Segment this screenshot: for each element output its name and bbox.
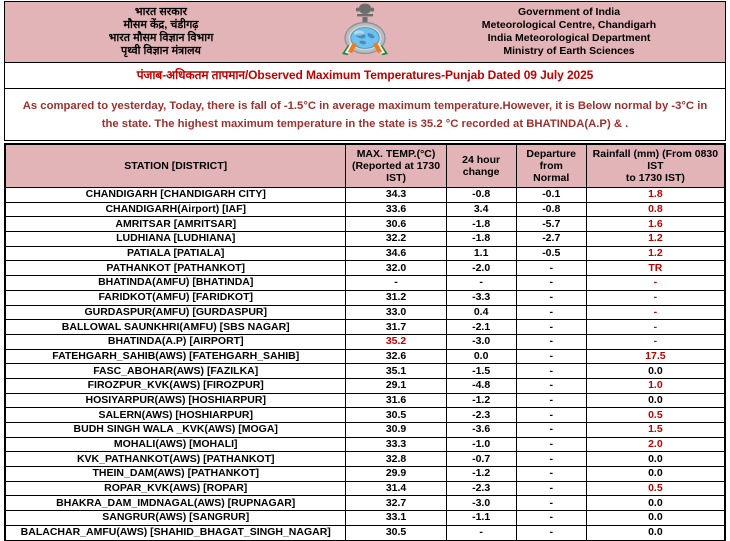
column-header-max-temp-line1: MAX. TEMP.(°C) — [356, 148, 436, 160]
masthead-english-line-2: Meteorological Centre, Chandigarh — [481, 19, 657, 31]
table-row — [6, 246, 725, 261]
cell-24h-change: -4.8 — [446, 378, 516, 393]
cell-station: BHAKRA_DAM_IMDNAGAL(AWS) [RUPNAGAR] — [6, 496, 346, 511]
cell-rainfall: 1.2 — [586, 246, 724, 261]
cell-departure: - — [516, 393, 586, 408]
cell-rainfall: 0.0 — [586, 496, 724, 511]
table-row — [6, 261, 725, 276]
cell-station: MOHALI(AWS) [MOHALI] — [6, 437, 346, 452]
cell-rainfall: - — [586, 276, 724, 291]
cell-station: HOSIYARPUR(AWS) [HOSHIARPUR] — [6, 393, 346, 408]
cell-max-temp: 34.3 — [346, 188, 446, 203]
observations-table-wrapper — [4, 143, 726, 541]
column-header-rainfall-line1: Rainfall (mm) (From 0830 IST — [592, 148, 719, 172]
cell-max-temp: 31.4 — [346, 481, 446, 496]
cell-rainfall: 1.6 — [586, 217, 724, 232]
cell-24h-change: -3.0 — [446, 334, 516, 349]
cell-24h-change: -2.3 — [446, 481, 516, 496]
cell-24h-change: -0.8 — [446, 188, 516, 203]
masthead — [4, 1, 726, 63]
masthead-hindi-line-4: पृथ्वी विज्ञान मंत्रालय — [121, 45, 201, 57]
table-row — [6, 525, 725, 540]
cell-station: THEIN_DAM(AWS) [PATHANKOT] — [6, 467, 346, 482]
masthead-hindi-line-2: मौसम केंद्र, चंडीगढ़ — [123, 19, 199, 31]
cell-departure: - — [516, 261, 586, 276]
cell-station: FARIDKOT(AMFU) [FARIDKOT] — [6, 290, 346, 305]
cell-24h-change: -1.0 — [446, 437, 516, 452]
cell-departure: - — [516, 467, 586, 482]
cell-rainfall: 0.0 — [586, 467, 724, 482]
table-row — [6, 393, 725, 408]
cell-rainfall: 0.8 — [586, 202, 724, 217]
column-header-departure-line2: Normal — [533, 172, 570, 184]
cell-24h-change: 0.0 — [446, 349, 516, 364]
table-row — [6, 408, 725, 423]
cell-max-temp: 32.8 — [346, 452, 446, 467]
cell-station: AMRITSAR [AMRITSAR] — [6, 217, 346, 232]
cell-24h-change: -2.0 — [446, 261, 516, 276]
cell-rainfall: 1.8 — [586, 188, 724, 203]
cell-station: CHANDIGARH [CHANDIGARH CITY] — [6, 188, 346, 203]
cell-max-temp: 32.6 — [346, 349, 446, 364]
table-row — [6, 232, 725, 247]
table-row — [6, 334, 725, 349]
cell-departure: -5.7 — [516, 217, 586, 232]
table-row — [6, 276, 725, 291]
cell-rainfall: - — [586, 290, 724, 305]
masthead-english-line-3: India Meteorological Department — [487, 32, 651, 44]
cell-max-temp: 32.7 — [346, 496, 446, 511]
cell-24h-change: -1.8 — [446, 217, 516, 232]
cell-24h-change: 0.4 — [446, 305, 516, 320]
cell-departure: - — [516, 423, 586, 438]
masthead-hindi-line-1: भारत सरकार — [134, 6, 188, 18]
cell-max-temp: 32.0 — [346, 261, 446, 276]
cell-departure: -2.7 — [516, 232, 586, 247]
cell-station: CHANDIGARH(Airport) [IAF] — [6, 202, 346, 217]
cell-station: BALACHAR_AMFU(AWS) [SHAHID_BHAGAT_SINGH_NAGAR] — [6, 525, 346, 540]
cell-departure: - — [516, 276, 586, 291]
table-row — [6, 496, 725, 511]
cell-station: LUDHIANA [LUDHIANA] — [6, 232, 346, 247]
cell-24h-change: -3.0 — [446, 496, 516, 511]
table-row — [6, 437, 725, 452]
cell-max-temp: 33.3 — [346, 437, 446, 452]
cell-station: FATEHGARH_SAHIB(AWS) [FATEHGARH_SAHIB] — [6, 349, 346, 364]
cell-station: BHATINDA(A.P) [AIRPORT] — [6, 334, 346, 349]
cell-max-temp: 33.1 — [346, 511, 446, 526]
cell-departure: - — [516, 481, 586, 496]
cell-max-temp: 29.9 — [346, 467, 446, 482]
cell-rainfall: - — [586, 305, 724, 320]
cell-max-temp: 33.0 — [346, 305, 446, 320]
table-row — [6, 423, 725, 438]
masthead-hindi-block — [5, 6, 317, 58]
masthead-hindi-line-3: भारत मौसम विज्ञान विभाग — [108, 32, 214, 44]
cell-departure: - — [516, 525, 586, 540]
table-row — [6, 320, 725, 335]
cell-station: FASC_ABOHAR(AWS) [FAZILKA] — [6, 364, 346, 379]
table-header-row — [6, 145, 725, 188]
cell-departure: - — [516, 305, 586, 320]
cell-24h-change: -1.1 — [446, 511, 516, 526]
cell-max-temp: 29.1 — [346, 378, 446, 393]
cell-departure: - — [516, 408, 586, 423]
cell-max-temp: 30.5 — [346, 408, 446, 423]
cell-station: SANGRUR(AWS) [SANGRUR] — [6, 511, 346, 526]
column-header-departure-line1: Departure from — [526, 148, 577, 172]
cell-max-temp: 31.2 — [346, 290, 446, 305]
summary-text: As compared to yesterday, Today, there is fall of -1.5°C in average maximum temperature.However, it is Below normal by -3°C in the state. The highest maximum temperature in the state is 35.2 °C recorded at BHATINDA(A.P) & . — [22, 100, 708, 130]
cell-max-temp: 30.5 — [346, 525, 446, 540]
cell-max-temp: 30.9 — [346, 423, 446, 438]
summary-panel — [4, 89, 726, 141]
cell-max-temp: 32.2 — [346, 232, 446, 247]
column-header-max-temp-line2: (Reported at 1730 IST) — [351, 160, 441, 184]
cell-24h-change: -2.3 — [446, 408, 516, 423]
cell-rainfall: - — [586, 334, 724, 349]
cell-rainfall: TR — [586, 261, 724, 276]
table-header — [6, 145, 725, 188]
cell-departure: -0.5 — [516, 246, 586, 261]
cell-rainfall: 17.5 — [586, 349, 724, 364]
observed-max-temperature-report — [0, 1, 730, 539]
table-row — [6, 290, 725, 305]
cell-rainfall: 0.0 — [586, 393, 724, 408]
column-header-24h-change: 24 hour change — [446, 145, 516, 188]
table-row — [6, 364, 725, 379]
table-row — [6, 378, 725, 393]
cell-max-temp: 35.1 — [346, 364, 446, 379]
table-row — [6, 217, 725, 232]
cell-station: SALERN(AWS) [HOSHIARPUR] — [6, 408, 346, 423]
cell-rainfall: 0.0 — [586, 511, 724, 526]
cell-station: ROPAR_KVK(AWS) [ROPAR] — [6, 481, 346, 496]
cell-rainfall: 0.0 — [586, 525, 724, 540]
cell-max-temp: 35.2 — [346, 334, 446, 349]
cell-station: GURDASPUR(AMFU) [GURDASPUR] — [6, 305, 346, 320]
cell-max-temp: 31.7 — [346, 320, 446, 335]
cell-departure: - — [516, 437, 586, 452]
cell-24h-change: -3.6 — [446, 423, 516, 438]
cell-station: BALLOWAL SAUNKHRI(AMFU) [SBS NAGAR] — [6, 320, 346, 335]
cell-departure: - — [516, 290, 586, 305]
cell-max-temp: 31.6 — [346, 393, 446, 408]
cell-station: BUDH SINGH WALA _KVK(AWS) [MOGA] — [6, 423, 346, 438]
cell-departure: - — [516, 334, 586, 349]
table-body — [6, 188, 725, 541]
cell-departure: - — [516, 378, 586, 393]
cell-24h-change: - — [446, 276, 516, 291]
report-title-bar — [4, 63, 726, 89]
masthead-english-line-4: Ministry of Earth Sciences — [503, 45, 635, 57]
page-title: पंजाब-अधिकतम तापमान/Observed Maximum Temperatures-Punjab Dated 09 July 2025 — [136, 68, 594, 82]
cell-rainfall: 0.5 — [586, 408, 724, 423]
cell-max-temp: 33.6 — [346, 202, 446, 217]
masthead-english-block — [413, 6, 725, 58]
cell-station: PATHANKOT [PATHANKOT] — [6, 261, 346, 276]
column-header-station: STATION [DISTRICT] — [6, 145, 346, 188]
cell-24h-change: -1.5 — [446, 364, 516, 379]
cell-rainfall: 1.0 — [586, 378, 724, 393]
table-row — [6, 188, 725, 203]
cell-24h-change: -3.3 — [446, 290, 516, 305]
cell-station: PATIALA [PATIALA] — [6, 246, 346, 261]
cell-rainfall: 1.5 — [586, 423, 724, 438]
column-header-max-temp — [346, 145, 446, 188]
cell-24h-change: -1.8 — [446, 232, 516, 247]
table-row — [6, 481, 725, 496]
cell-rainfall: 2.0 — [586, 437, 724, 452]
cell-24h-change: - — [446, 525, 516, 540]
cell-departure: - — [516, 511, 586, 526]
cell-departure: -0.8 — [516, 202, 586, 217]
cell-24h-change: 1.1 — [446, 246, 516, 261]
cell-rainfall: - — [586, 320, 724, 335]
table-row — [6, 467, 725, 482]
table-row — [6, 452, 725, 467]
masthead-english-line-1: Government of India — [517, 6, 621, 18]
table-row — [6, 305, 725, 320]
column-header-rainfall-line2: to 1730 IST) — [625, 172, 685, 184]
cell-24h-change: -1.2 — [446, 467, 516, 482]
column-header-departure — [516, 145, 586, 188]
table-row — [6, 202, 725, 217]
cell-rainfall: 0.0 — [586, 452, 724, 467]
cell-max-temp: - — [346, 276, 446, 291]
cell-station: KVK_PATHANKOT(AWS) [PATHANKOT] — [6, 452, 346, 467]
cell-24h-change: 3.4 — [446, 202, 516, 217]
cell-departure: - — [516, 349, 586, 364]
imd-emblem-icon — [335, 3, 395, 61]
cell-max-temp: 34.6 — [346, 246, 446, 261]
cell-departure: - — [516, 364, 586, 379]
column-header-rainfall — [586, 145, 724, 188]
cell-departure: -0.1 — [516, 188, 586, 203]
cell-rainfall: 0.0 — [586, 364, 724, 379]
cell-24h-change: -1.2 — [446, 393, 516, 408]
cell-24h-change: -2.1 — [446, 320, 516, 335]
cell-rainfall: 0.5 — [586, 481, 724, 496]
cell-departure: - — [516, 320, 586, 335]
observations-table — [5, 144, 725, 541]
cell-departure: - — [516, 452, 586, 467]
cell-station: FIROZPUR_KVK(AWS) [FIROZPUR] — [6, 378, 346, 393]
imd-emblem-logo — [317, 3, 413, 61]
table-row — [6, 349, 725, 364]
cell-station: BHATINDA(AMFU) [BHATINDA] — [6, 276, 346, 291]
cell-rainfall: 1.2 — [586, 232, 724, 247]
cell-max-temp: 30.6 — [346, 217, 446, 232]
cell-24h-change: -0.7 — [446, 452, 516, 467]
cell-departure: - — [516, 496, 586, 511]
